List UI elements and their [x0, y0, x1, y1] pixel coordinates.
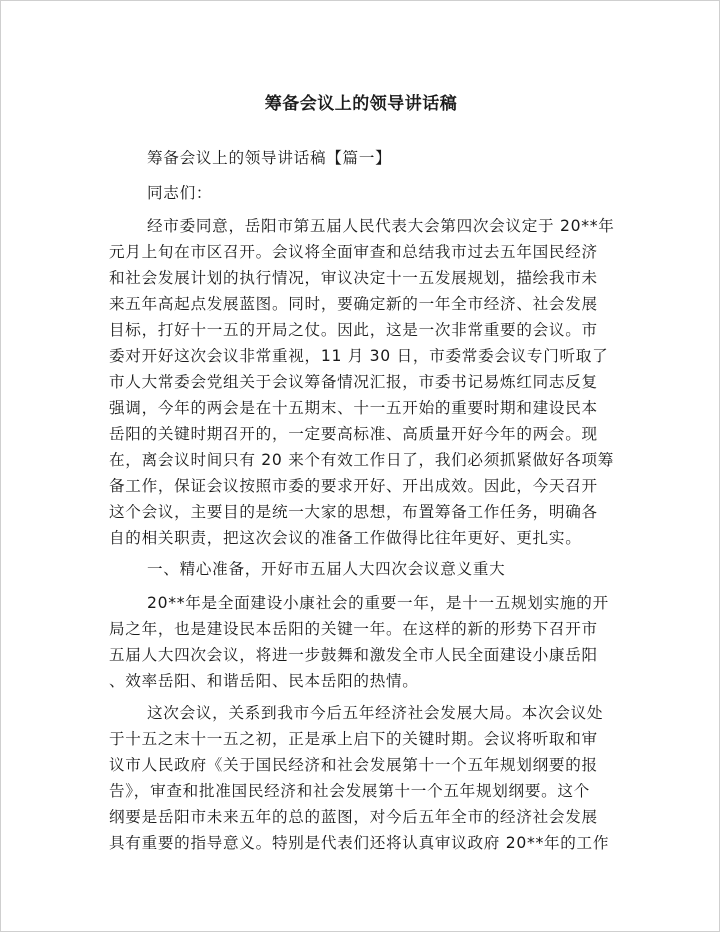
- paragraph-line: 市人大常委会党组关于会议筹备情况汇报，市委书记易炼红同志反复: [109, 373, 598, 391]
- paragraph-line: 议市人民政府《关于国民经济和社会发展第十一个五年规划纲要的报: [109, 756, 598, 774]
- paragraph-line: 经市委同意，岳阳市第五届人民代表大会第四次会议定于 20**年: [147, 217, 615, 235]
- paragraph-line: 元月上旬在市区召开。会议将全面审查和总结我市过去五年国民经济: [109, 243, 598, 261]
- paragraph-line: 和社会发展计划的执行情况，审议决定十一五发展规划，描绘我市未: [109, 269, 598, 287]
- paragraph-line: 、效率岳阳、和谐岳阳、民本岳阳的热情。: [109, 672, 419, 690]
- paragraph-line: 五届人大四次会议，将进一步鼓舞和激发全市人民全面建设小康岳阳: [109, 646, 598, 664]
- paragraph-line: 委对开好这次会议非常重视，11 月 30 日，市委常委会议专门听取了: [109, 347, 609, 365]
- paragraph-line: 于十五之末十一五之初，正是承上启下的关键时期。会议将听取和审: [109, 730, 598, 748]
- paragraph-line: 岳阳的关键时期召开的，一定要高标准、高质量开好今年的两会。现: [109, 425, 598, 443]
- paragraph-line: 这个会议，主要目的是统一大家的思想，布置筹备工作任务，明确各: [109, 503, 598, 521]
- paragraph-line: 来五年高起点发展蓝图。同时，要确定新的一年全市经济、社会发展: [109, 295, 598, 313]
- paragraph-line: 目标，打好十一五的开局之仗。因此，这是一次非常重要的会议。市: [109, 321, 598, 339]
- paragraph-line: 强调，今年的两会是在十五期末、十一五开始的重要时期和建设民本: [109, 399, 598, 417]
- salutation: 同志们：: [147, 184, 213, 202]
- section-heading: 一、精心准备，开好市五届人大四次会议意义重大: [147, 560, 506, 578]
- paragraph-line: 备工作，保证会议按照市委的要求开好、开出成效。因此，今天召开: [109, 477, 598, 495]
- paragraph-line: 自的相关职责，把这次会议的准备工作做得比往年更好、更扎实。: [109, 529, 582, 547]
- paragraph-line: 在，离会议时间只有 20 来个有效工作日了，我们必须抓紧做好各项筹: [109, 451, 615, 469]
- paragraph-line: 具有重要的指导意义。特别是代表们还将认真审议政府 20**年的工作: [109, 834, 610, 852]
- paragraph-line: 告》，审查和批准国民经济和社会发展第十一个五年规划纲要。这个: [109, 782, 591, 800]
- section-subtitle: 筹备会议上的领导讲话稿【篇一】: [147, 149, 392, 167]
- paragraph-line: 这次会议，关系到我市今后五年经济社会发展大局。本次会议处: [147, 704, 604, 722]
- document-title: 筹备会议上的领导讲话稿: [264, 94, 458, 114]
- paragraph-line: 局之年，也是建设民本岳阳的关键一年。在这样的新的形势下召开市: [109, 620, 598, 638]
- paragraph-line: 20**年是全面建设小康社会的重要一年，是十一五规划实施的开: [147, 594, 609, 612]
- paragraph-line: 纲要是岳阳市未来五年的总的蓝图，对今后五年全市的经济社会发展: [109, 808, 598, 826]
